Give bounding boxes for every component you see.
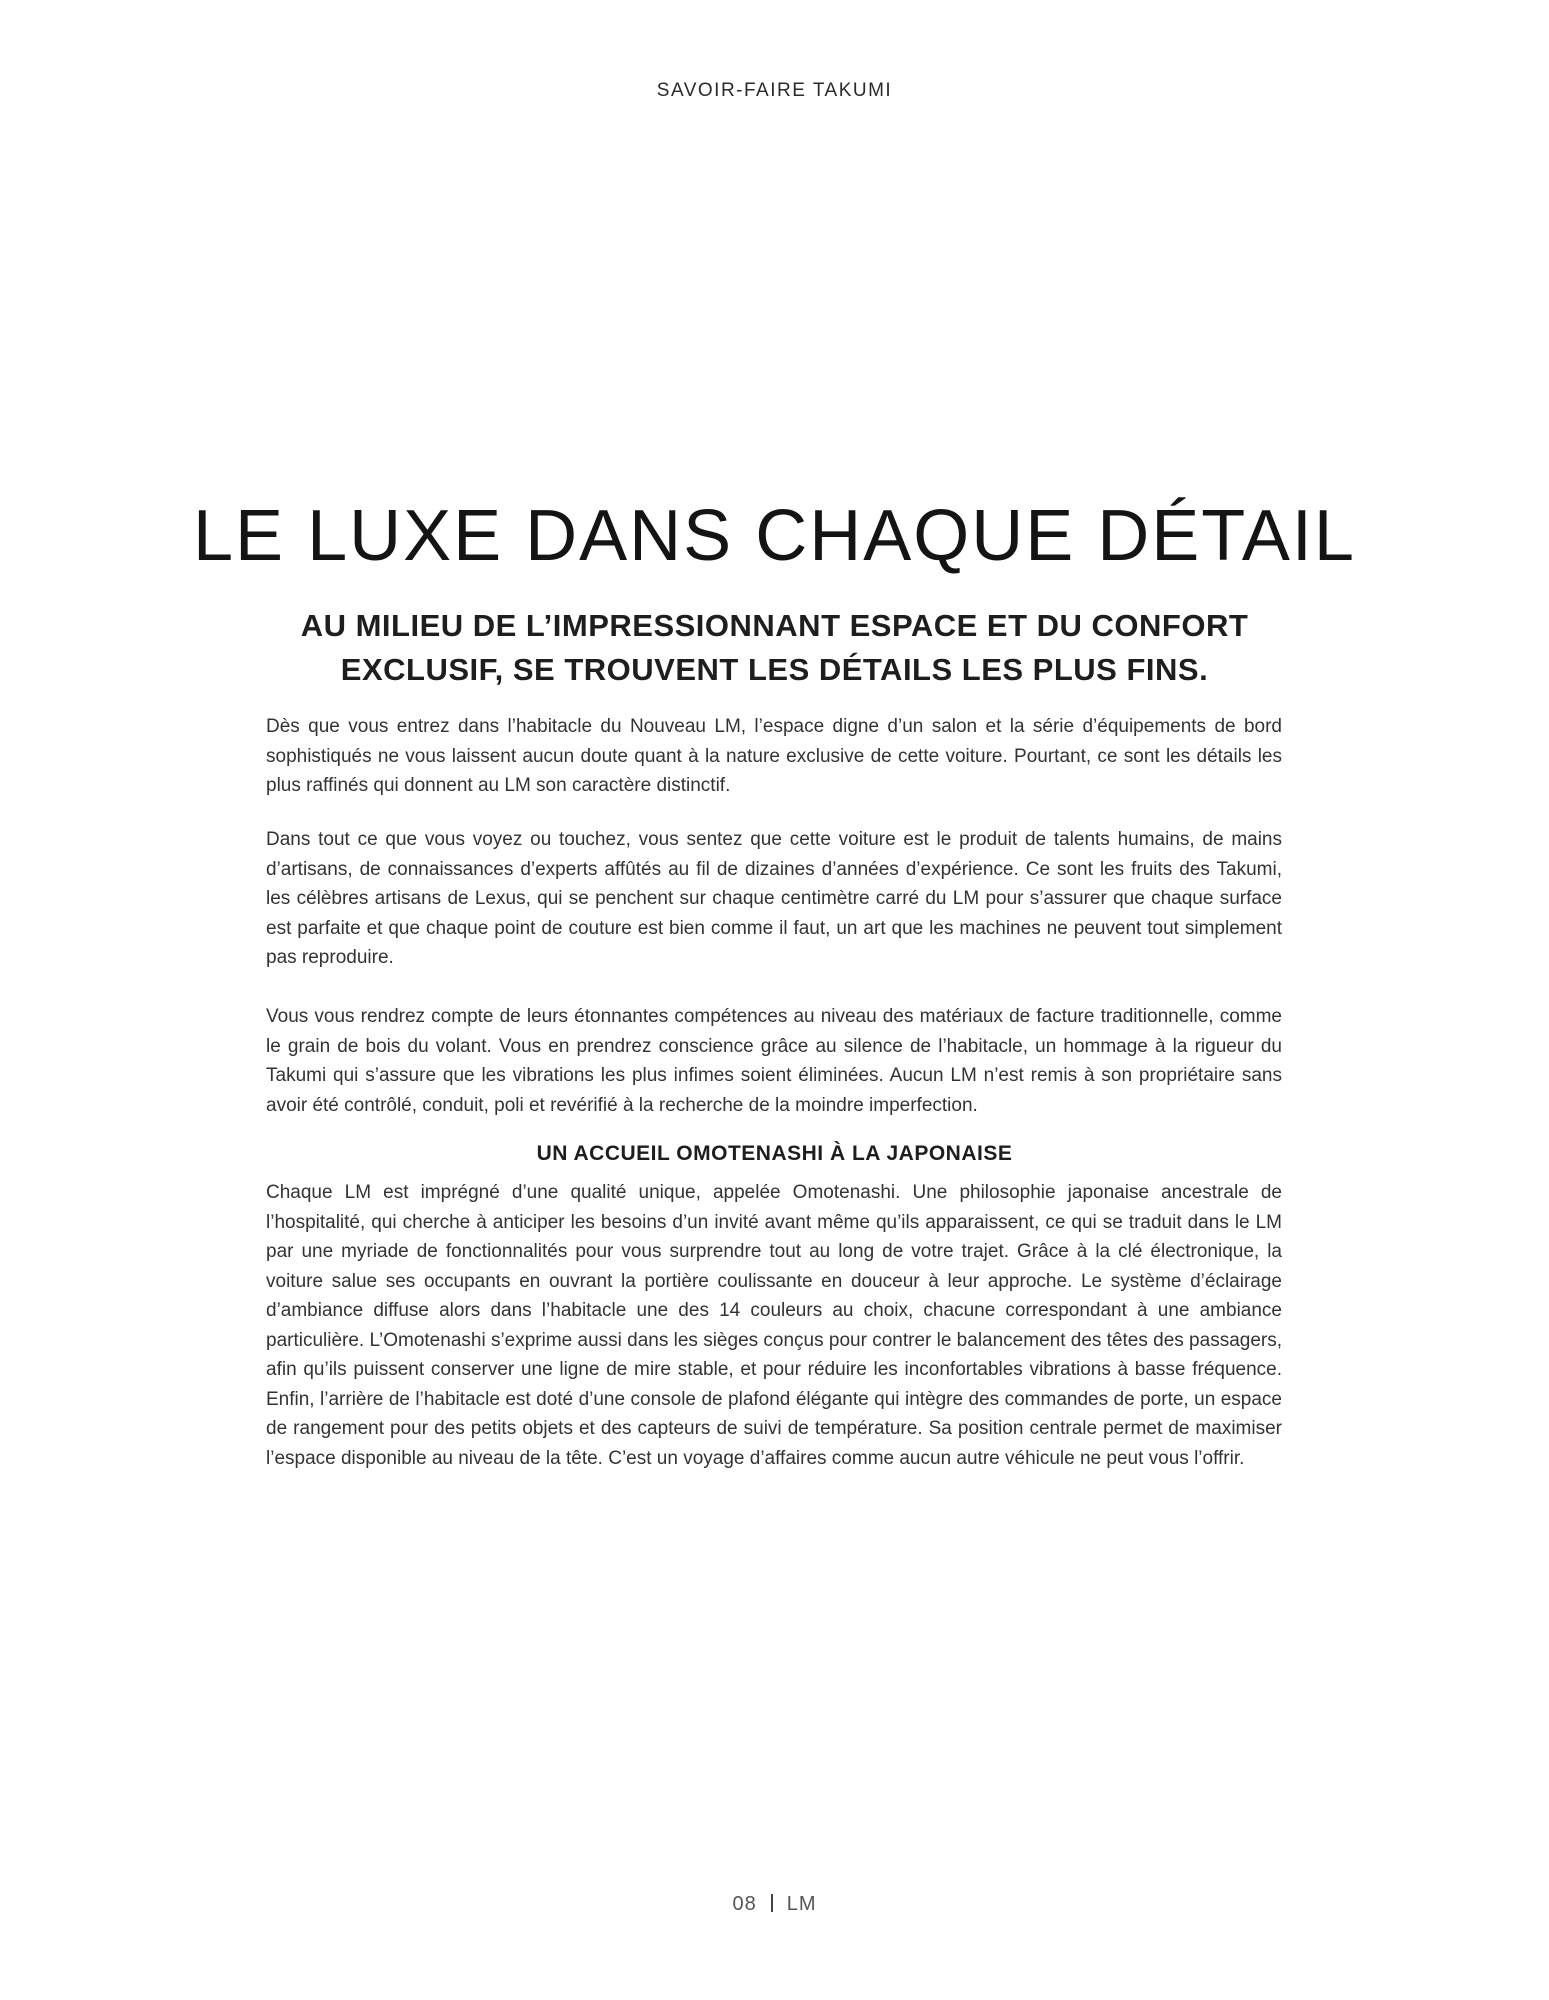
page-number: 08 <box>732 1893 757 1915</box>
section-paragraph: Chaque LM est imprégné d’une qualité unique, appelée Omotenashi. Une philosophie japonaise ancestrale de l’hospitalité, qui cherche à anticiper les besoins d’un invité avant même qu’ils apparaissent, ce qui se traduit dans le LM par une myriade de fonctionnalités pour vous surprendre tout au long de votre trajet. Grâce à la clé électronique, la voiture salue ses occupants en ouvrant la portière coulissante en douceur à leur approche. Le système d’éclairage d’ambiance diffuse alors dans l’habitacle une des 14 couleurs au choix, chacune correspondant à une ambiance particulière. L’Omotenashi s’exprime aussi dans les sièges conçus pour contrer le balancement des têtes des passagers, afin qu’ils puissent conserver une ligne de mire stable, et pour réduire les inconfortables vibrations à basse fréquence. Enfin, l’arrière de l’habitacle est doté d’une console de plafond élégante qui intègre des commandes de porte, un espace de rangement pour des petits objets et des capteurs de suivi de température. Sa position centrale permet de maximiser l’espace disponible au niveau de la tête. C’est un voyage d’affaires comme aucun autre véhicule ne peut vous l’offrir. <box>266 1182 1282 1469</box>
page-title: LE LUXE DANS CHAQUE DÉTAIL <box>193 496 1356 576</box>
subtitle-line-1: AU MILIEU DE L’IMPRESSIONNANT ESPACE ET DU CONFORT <box>300 608 1249 643</box>
body-paragraph-3: Vous vous rendrez compte de leurs étonnantes compétences au niveau des matériaux de facture traditionnelle, comme le grain de bois du volant. Vous en prendrez conscience grâce au silence de l’habitacle, un hommage à la rigueur du Takumi qui s’assure que les vibrations les plus infimes soient éliminées. Aucun LM n’est remis à son propriétaire sans avoir été contrôlé, conduit, poli et revérifié à la recherche de la moindre imperfection. <box>266 1006 1282 1116</box>
section-heading: UN ACCUEIL OMOTENASHI À LA JAPONAISE <box>536 1142 1013 1165</box>
footer-divider <box>771 1894 773 1912</box>
page-footer <box>0 1893 1549 1916</box>
body-paragraph-2: Dans tout ce que vous voyez ou touchez, vous sentez que cette voiture est le produit de talents humains, de mains d’artisans, de connaissances d’experts affûtés au fil de dizaines d’années d’expérience. Ce sont les fruits des Takumi, les célèbres artisans de Lexus, qui se penchent sur chaque centimètre carré du LM pour s’assurer que chaque surface est parfaite et que chaque point de couture est bien comme il faut, un art que les machines ne peuvent tout simplement pas reproduire. <box>266 829 1282 968</box>
body-paragraph-1: Dès que vous entrez dans l’habitacle du Nouveau LM, l’espace digne d’un salon et la série d’équipements de bord sophistiqués ne vous laissent aucun doute quant à la nature exclusive de cette voiture. Pourtant, ce sont les détails les plus raffinés qui donnent au LM son caractère distinctif. <box>266 716 1282 796</box>
footer-model: LM <box>786 1893 817 1915</box>
subtitle <box>200 604 1349 692</box>
section-label: SAVOIR-FAIRE TAKUMI <box>656 80 893 101</box>
subtitle-line-2: EXCLUSIF, SE TROUVENT LES DÉTAILS LES PLUS FINS. <box>340 652 1209 687</box>
